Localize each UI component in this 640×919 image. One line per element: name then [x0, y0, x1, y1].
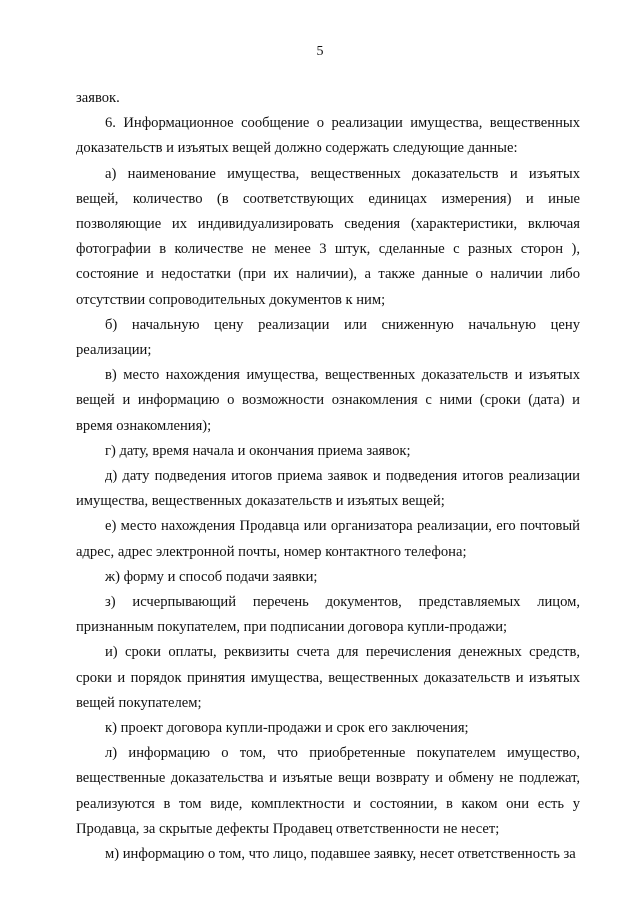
- paragraph-continuation: заявок.: [76, 90, 120, 106]
- paragraph-subitem-d: д) дату подведения итогов приема заявок и подведения итогов реализации имущества, вещественных доказательств и изъятых вещей;: [76, 468, 580, 510]
- page-number: 5: [316, 44, 324, 59]
- paragraph-subitem-z: з) исчерпывающий перечень документов, представляемых лицом, признанным покупателем, при подписании договора купли-продажи;: [76, 594, 580, 636]
- paragraph-subitem-g: г) дату, время начала и окончания приема заявок;: [105, 442, 411, 459]
- paragraph-subitem-e: е) место нахождения Продавца или организатора реализации, его почтовый адрес, адрес электронной почты, номер контактного телефона;: [76, 518, 580, 560]
- paragraph-subitem-i: и) сроки оплаты, реквизиты счета для перечисления денежных средств, сроки и порядок принятия имущества, вещественных доказательств и изъятых вещей покупателем;: [76, 644, 580, 711]
- paragraph-subitem-b: б) начальную цену реализации или сниженную начальную цену реализации;: [76, 316, 580, 359]
- paragraph-subitem-zh: ж) форму и способ подачи заявки;: [105, 568, 318, 585]
- paragraph-subitem-a: а) наименование имущества, вещественных доказательств и изъятых вещей, количество (в соответствующих единицах измерения) и иные позволяющие их индивидуализировать сведения (характеристики, включая фотографии в количестве не менее 3 штук, сделанные с разных сторон ), состояние и недостатки (при их наличии), а также данные о наличии либо отсутствии сопроводительных документов к ним;: [76, 165, 580, 308]
- document-body: [76, 86, 580, 867]
- paragraph-subitem-v: в) место нахождения имущества, вещественных доказательств и изъятых вещей и информацию о возможности ознакомления с ними (сроки (дата) и время ознакомления);: [76, 367, 580, 434]
- paragraph-subitem-k: к) проект договора купли-продажи и срок его заключения;: [105, 720, 469, 737]
- paragraph-item-6: 6. Информационное сообщение о реализации имущества, вещественных доказательств и изъятых вещей должно содержать следующие данные:: [76, 115, 580, 157]
- paragraph-subitem-l: л) информацию о том, что приобретенные покупателем имущество, вещественные доказательства и изъятые вещи возврату и обмену не подлежат, реализуются в том виде, комплектности и состоянии, в каком они есть у Продавца, за скрытые дефекты Продавец ответственности не несет;: [76, 745, 580, 837]
- paragraph-subitem-m: м) информацию о том, что лицо, подавшее заявку, несет ответственность за: [105, 846, 576, 863]
